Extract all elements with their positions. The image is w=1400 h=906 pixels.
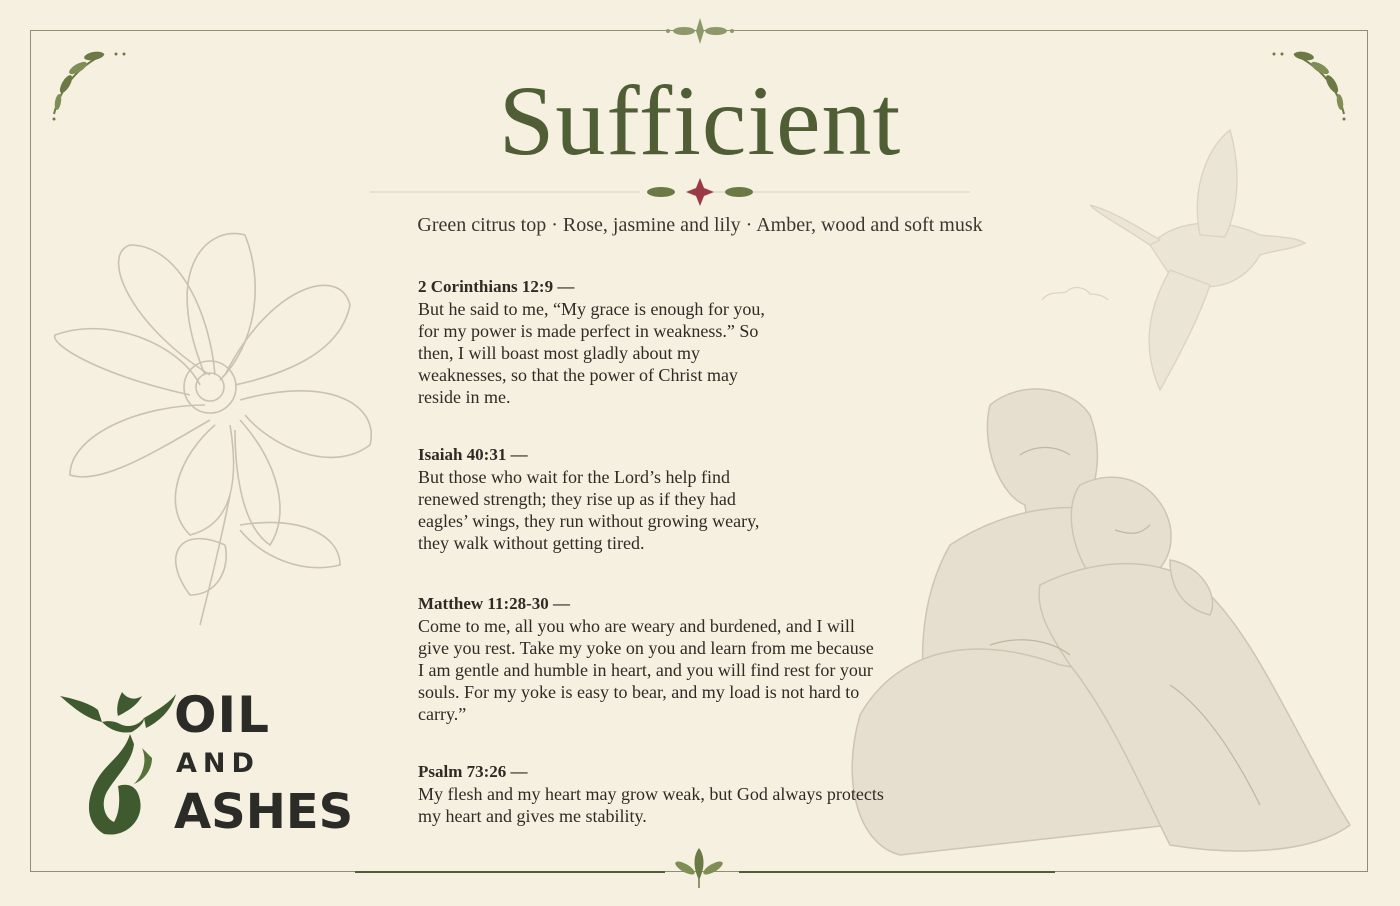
verse-text: But those who wait for the Lord’s help find renewed strength; they rise up as if they had eagles’ wings, they run without growing weary, they walk without getting tired.: [418, 467, 760, 553]
oil-and-ashes-logo: [58, 688, 358, 838]
verse-text: But he said to me, “My grace is enough for you, for my power is made perfect in weakness.” So then, I will boast most gladly about my weaknesses, so that the power of Christ may reside in me.: [418, 299, 765, 407]
red-star-icon: [686, 178, 714, 206]
verse-reference: 2 Corinthians 12:9 —: [418, 277, 575, 296]
top-ornament-icon: [660, 14, 740, 48]
verse-block: [418, 276, 778, 408]
verse-text: My flesh and my heart may grow weak, but God always protects my heart and gives me stability.: [418, 784, 884, 826]
embracing-figures-sketch-icon: [840, 385, 1380, 875]
dove-sketch-icon: [1090, 125, 1320, 395]
verse-text: Come to me, all you who are weary and burdened, and I will give you rest. Take my yoke on you and learn from me because I am gentle and humble in heart, and you will find rest for your souls. For my yoke is easy to bear, and my load is not hard to carry.”: [418, 616, 874, 724]
cloud-sketch-icon: [1040, 284, 1110, 304]
bottom-ornament: [355, 846, 1055, 890]
verse-reference: Isaiah 40:31 —: [418, 445, 528, 464]
logo-oil-text: OIL: [174, 686, 270, 744]
logo-ashes-text: ASHES: [174, 784, 354, 840]
phoenix-oil-drop-icon: [58, 688, 178, 838]
verse-block: [418, 761, 888, 827]
page-title: Sufficient: [498, 65, 902, 176]
magnolia-flower-sketch-icon: [40, 225, 390, 635]
scent-notes: Green citrus top · Rose, jasmine and lily · Amber, wood and soft musk: [417, 214, 983, 236]
verse-block: [418, 593, 878, 725]
verse-reference: Psalm 73:26 —: [418, 762, 528, 781]
verse-block: [418, 444, 788, 554]
logo-and-text: AND: [176, 748, 260, 779]
verse-reference: Matthew 11:28-30 —: [418, 594, 571, 613]
title-divider: [370, 176, 970, 208]
